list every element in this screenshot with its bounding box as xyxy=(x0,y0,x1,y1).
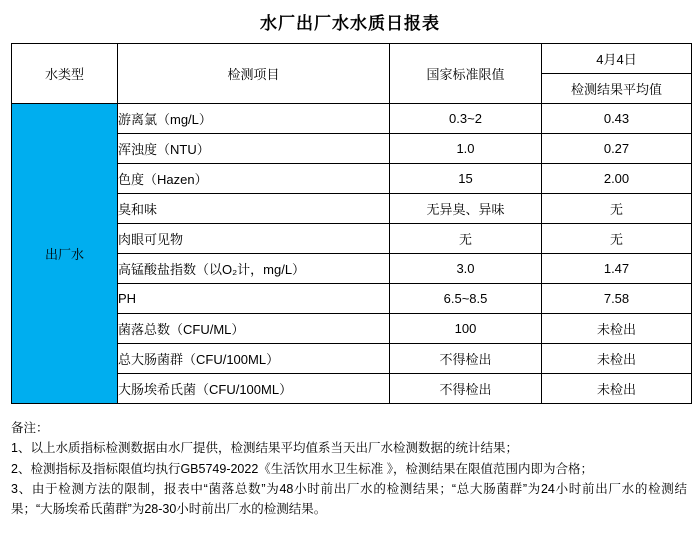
water-quality-table xyxy=(11,43,692,404)
cell-limit: 100 xyxy=(390,314,542,344)
column-header-water-type: 水类型 xyxy=(12,44,118,104)
column-header-date: 4月4日 xyxy=(542,44,692,74)
cell-value: 未检出 xyxy=(542,344,692,374)
note-line-1: 1、以上水质指标检测数据由水厂提供，检测结果平均值系当天出厂水检测数据的统计结果； xyxy=(11,441,518,456)
cell-test-item: 大肠埃希氏菌（CFU/100ML） xyxy=(118,374,390,404)
column-header-test-item: 检测项目 xyxy=(118,44,390,104)
cell-limit: 15 xyxy=(390,164,542,194)
cell-test-item: 游离氯（mg/L） xyxy=(118,104,390,134)
cell-value: 未检出 xyxy=(542,314,692,344)
cell-limit: 不得检出 xyxy=(390,344,542,374)
cell-test-item: 总大肠菌群（CFU/100ML） xyxy=(118,344,390,374)
cell-test-item: 肉眼可见物 xyxy=(118,224,390,254)
cell-limit: 3.0 xyxy=(390,254,542,284)
cell-value: 2.00 xyxy=(542,164,692,194)
note-line-2: 2、检测指标及指标限值均执行GB5749-2022《生活饮用水卫生标准 》，检测结果在限值范围内即为合格； xyxy=(11,461,594,476)
cell-value: 7.58 xyxy=(542,284,692,314)
cell-test-item: 色度（Hazen） xyxy=(118,164,390,194)
cell-value: 1.47 xyxy=(542,254,692,284)
cell-limit: 0.3~2 xyxy=(390,104,542,134)
table-row xyxy=(12,104,692,134)
cell-value: 未检出 xyxy=(542,374,692,404)
cell-value: 0.27 xyxy=(542,134,692,164)
cell-test-item: 菌落总数（CFU/ML） xyxy=(118,314,390,344)
cell-limit: 无异臭、异味 xyxy=(390,194,542,224)
cell-test-item: PH xyxy=(118,284,390,314)
cell-water-type: 出厂水 xyxy=(12,104,118,404)
column-header-national-limit: 国家标准限值 xyxy=(390,44,542,104)
cell-test-item: 臭和味 xyxy=(118,194,390,224)
notes-section xyxy=(11,418,687,519)
cell-limit: 不得检出 xyxy=(390,374,542,404)
cell-value: 无 xyxy=(542,194,692,224)
cell-value: 0.43 xyxy=(542,104,692,134)
column-header-average-result: 检测结果平均值 xyxy=(542,74,692,104)
cell-limit: 1.0 xyxy=(390,134,542,164)
cell-test-item: 高锰酸盐指数（以O₂计，mg/L） xyxy=(118,254,390,284)
cell-value: 无 xyxy=(542,224,692,254)
table-header-row xyxy=(12,44,692,74)
cell-limit: 6.5~8.5 xyxy=(390,284,542,314)
notes-label: 备注： xyxy=(11,421,49,435)
note-line-3: 3、由于检测方法的限制，报表中“菌落总数”为48小时前出厂水的检测结果；“总大肠菌群”为24小时前出厂水的检测结果；“大肠埃希氏菌群”为28-30小时前出厂水的检测结果。 xyxy=(11,481,687,516)
cell-limit: 无 xyxy=(390,224,542,254)
page-title: 水厂出厂水水质日报表 xyxy=(260,14,440,33)
cell-test-item: 浑浊度（NTU） xyxy=(118,134,390,164)
